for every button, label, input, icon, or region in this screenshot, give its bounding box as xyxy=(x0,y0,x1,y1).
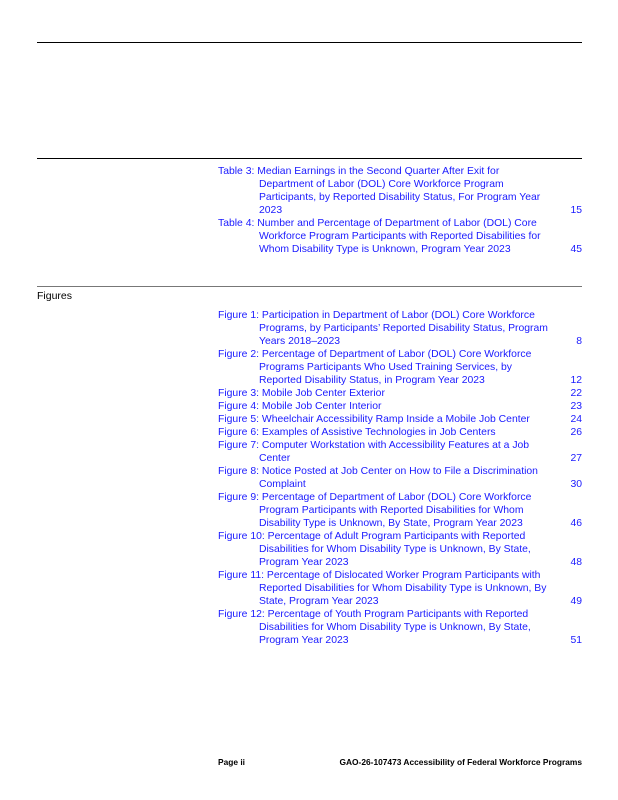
toc-entry-label: Figure 7: Computer Workstation with Accessibility Features at a Job Center xyxy=(218,440,530,464)
toc-entry-page: 8 xyxy=(576,336,582,347)
toc-entry-figure-3[interactable] xyxy=(218,387,582,400)
toc-entry-figure-12[interactable] xyxy=(218,608,582,647)
toc-entry-label: Figure 8: Notice Posted at Job Center on How to File a Discrimination Complaint xyxy=(218,466,538,490)
toc-entry-label: Figure 5: Wheelchair Accessibility Ramp Inside a Mobile Job Center xyxy=(218,414,530,425)
toc-entry-figure-2[interactable] xyxy=(218,348,582,387)
toc-entry-figure-10[interactable] xyxy=(218,530,582,569)
toc-entry-figure-9[interactable] xyxy=(218,491,582,530)
toc-entry-page: 22 xyxy=(570,388,582,399)
toc-entry-page: 12 xyxy=(570,375,582,386)
footer-page-number: Page ii xyxy=(218,757,245,767)
toc-entry-label: Figure 11: Percentage of Dislocated Worker Program Participants with Reported Disabilities for Whom Disability Type is Unknown, By State, Program Year 2023 xyxy=(218,570,547,607)
toc-entry-figure-8[interactable] xyxy=(218,465,582,491)
toc-entry-table-4[interactable] xyxy=(218,217,582,256)
toc-entry-label: Figure 1: Participation in Department of Labor (DOL) Core Workforce Programs, by Participants’ Reported Disability Status, Program Years 2018–2023 xyxy=(218,310,548,347)
toc-entry-figure-11[interactable] xyxy=(218,569,582,608)
toc-entry-figure-5[interactable] xyxy=(218,413,582,426)
toc-entry-figure-6[interactable] xyxy=(218,426,582,439)
toc-entry-page: 26 xyxy=(570,427,582,438)
figures-rule xyxy=(37,286,582,287)
toc-entry-page: 46 xyxy=(570,518,582,529)
toc-entry-label: Figure 3: Mobile Job Center Exterior xyxy=(218,388,385,399)
toc-entry-page: 15 xyxy=(570,205,582,216)
toc-entry-page: 51 xyxy=(570,635,582,646)
toc-entry-label: Figure 9: Percentage of Department of Labor (DOL) Core Workforce Program Participants with Reported Disabilities for Whom Disability Type is Unknown, By State, Program Year 2023 xyxy=(218,492,532,529)
toc-entry-page: 24 xyxy=(570,414,582,425)
toc-entry-page: 49 xyxy=(570,596,582,607)
footer-report-title: GAO-26-107473 Accessibility of Federal Workforce Programs xyxy=(339,757,582,767)
toc-entry-label: Figure 6: Examples of Assistive Technologies in Job Centers xyxy=(218,427,496,438)
toc-entry-page: 45 xyxy=(570,244,582,255)
toc-entry-label: Table 4: Number and Percentage of Department of Labor (DOL) Core Workforce Program Participants with Reported Disabilities for Whom Disability Type is Unknown, Program Year 2023 xyxy=(218,218,541,255)
toc-entry-label: Figure 10: Percentage of Adult Program Participants with Reported Disabilities for Whom Disability Type is Unknown, By State, Program Year 2023 xyxy=(218,531,531,568)
tables-top-rule xyxy=(37,158,582,159)
toc-entry-label: Table 3: Median Earnings in the Second Quarter After Exit for Department of Labor (DOL) Core Workforce Program Participants, by Reported Disability Status, For Program Year 2023 xyxy=(218,166,541,216)
toc-entry-label: Figure 4: Mobile Job Center Interior xyxy=(218,401,382,412)
toc-entry-figure-1[interactable] xyxy=(218,309,582,348)
figures-heading: Figures xyxy=(37,290,73,302)
toc-entry-page: 48 xyxy=(570,557,582,568)
toc-entry-page: 23 xyxy=(570,401,582,412)
tables-list xyxy=(218,165,582,256)
figures-list xyxy=(218,309,582,647)
toc-entry-label: Figure 12: Percentage of Youth Program Participants with Reported Disabilities for Whom Disability Type is Unknown, By State, Program Year 2023 xyxy=(218,609,531,646)
toc-entry-table-3[interactable] xyxy=(218,165,582,217)
toc-entry-figure-7[interactable] xyxy=(218,439,582,465)
toc-entry-figure-4[interactable] xyxy=(218,400,582,413)
toc-entry-page: 30 xyxy=(570,479,582,490)
toc-entry-page: 27 xyxy=(570,453,582,464)
top-rule xyxy=(37,42,582,43)
toc-entry-label: Figure 2: Percentage of Department of Labor (DOL) Core Workforce Programs Participants Who Used Training Services, by Reported Disability Status, in Program Year 2023 xyxy=(218,349,532,386)
